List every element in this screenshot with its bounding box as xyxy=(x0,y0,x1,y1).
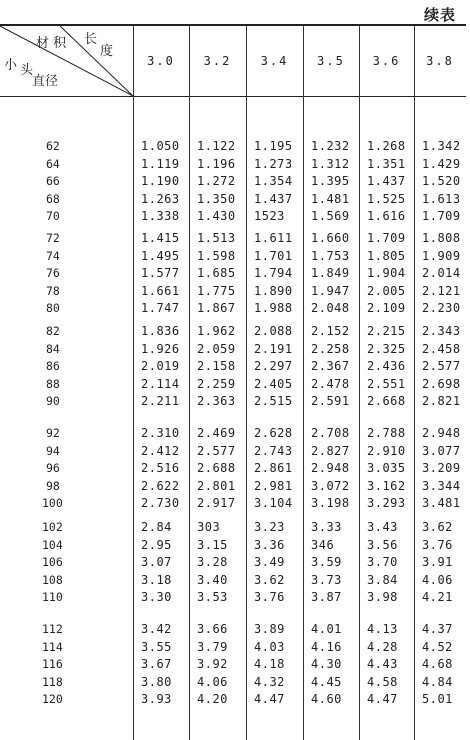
row-diameter: 70 xyxy=(46,209,60,224)
table-cell: 1.805 xyxy=(367,248,406,263)
row-diameter: 98 xyxy=(46,478,60,493)
table-cell: 2.577 xyxy=(197,443,236,458)
table-cell: 2.628 xyxy=(254,426,293,440)
data-table xyxy=(0,24,466,740)
table-cell: 2.048 xyxy=(311,301,350,316)
table-cell: 3.67 xyxy=(141,657,172,672)
table-cell: 1.437 xyxy=(367,174,406,189)
table-cell: 1.232 xyxy=(311,139,350,153)
table-cell: 2.297 xyxy=(254,359,293,374)
table-cell: 2.014 xyxy=(422,266,461,281)
table-cell: 3.92 xyxy=(197,657,228,672)
table-cell: 1.513 xyxy=(197,231,236,245)
table-cell: 1.890 xyxy=(254,283,293,298)
table-cell: 1.962 xyxy=(197,324,236,338)
table-cell: 3.077 xyxy=(422,443,461,458)
table-cell: 1.598 xyxy=(197,248,236,263)
column-header: 3.5 xyxy=(317,54,345,68)
row-diameter: 88 xyxy=(46,376,60,391)
table-cell: 346 xyxy=(311,537,335,552)
table-cell: 1.481 xyxy=(311,191,350,206)
table-cell: 3.70 xyxy=(367,555,398,570)
table-cell: 3.43 xyxy=(367,520,398,534)
table-cell: 2.698 xyxy=(422,376,461,391)
table-cell: 2.622 xyxy=(141,478,180,493)
table-cell: 2.668 xyxy=(367,394,406,409)
table-cell: 1.661 xyxy=(141,283,180,298)
table-cell: 4.37 xyxy=(422,622,453,636)
table-cell: 3.072 xyxy=(311,478,350,493)
table-cell: 3.76 xyxy=(422,537,453,552)
table-cell: 3.209 xyxy=(422,461,461,476)
row-diameter: 118 xyxy=(42,674,63,689)
table-cell: 3.293 xyxy=(367,496,406,511)
table-cell: 2.981 xyxy=(254,478,293,493)
table-cell: 4.43 xyxy=(367,657,398,672)
table-cell: 2.591 xyxy=(311,394,350,409)
row-diameter: 90 xyxy=(46,394,60,409)
table-cell: 2.708 xyxy=(311,426,350,440)
row-diameter: 96 xyxy=(46,461,60,476)
table-cell: 3.55 xyxy=(141,639,172,654)
continued-label: 续表 xyxy=(423,6,456,24)
row-diameter: 72 xyxy=(46,231,60,245)
row-diameter: 74 xyxy=(46,248,60,263)
row-diameter: 86 xyxy=(46,359,60,374)
table-cell: 3.40 xyxy=(197,572,228,587)
table-cell: 3.98 xyxy=(367,590,398,605)
table-cell: 2.743 xyxy=(254,443,293,458)
table-cell: 1.273 xyxy=(254,156,293,171)
table-cell: 3.28 xyxy=(197,555,228,570)
table-cell: 1.268 xyxy=(367,139,406,153)
table-cell: 3.481 xyxy=(422,496,461,511)
column-divider xyxy=(303,26,304,740)
row-diameter: 62 xyxy=(46,139,60,153)
table-cell: 3.104 xyxy=(254,496,293,511)
table-cell: 1.312 xyxy=(311,156,350,171)
table-cell: 3.30 xyxy=(141,590,172,605)
table-cell: 1.616 xyxy=(367,209,406,224)
table-cell: 2.191 xyxy=(254,341,293,356)
table-cell: 2.515 xyxy=(254,394,293,409)
table-cell: 1.808 xyxy=(422,231,461,245)
table-cell: 1.909 xyxy=(422,248,461,263)
table-cell: 1.351 xyxy=(367,156,406,171)
row-diameter: 120 xyxy=(42,692,63,707)
length-label-top: 长 xyxy=(84,32,98,47)
column-divider xyxy=(359,26,360,740)
row-diameter: 94 xyxy=(46,443,60,458)
table-cell: 2.005 xyxy=(367,283,406,298)
table-cell: 3.62 xyxy=(254,572,285,587)
table-cell: 4.32 xyxy=(254,674,285,689)
row-diameter: 104 xyxy=(42,537,63,552)
table-cell: 3.93 xyxy=(141,692,172,707)
table-cell: 2.917 xyxy=(197,496,236,511)
table-cell: 2.412 xyxy=(141,443,180,458)
table-cell: 1.195 xyxy=(254,139,293,153)
table-cell: 1.415 xyxy=(141,231,180,245)
table-cell: 2.84 xyxy=(141,520,172,534)
table-cell: 3.49 xyxy=(254,555,285,570)
table-cell: 1.747 xyxy=(141,301,180,316)
table-cell: 303 xyxy=(197,520,221,534)
table-cell: 4.20 xyxy=(197,692,228,707)
table-cell: 2.827 xyxy=(311,443,350,458)
table-cell: 1.569 xyxy=(311,209,350,224)
column-header: 3.0 xyxy=(147,54,175,68)
table-cell: 3.80 xyxy=(141,674,172,689)
table-cell: 1.050 xyxy=(141,139,180,153)
table-cell: 2.152 xyxy=(311,324,350,338)
table-cell: 2.088 xyxy=(254,324,293,338)
table-cell: 3.07 xyxy=(141,555,172,570)
row-diameter: 92 xyxy=(46,426,60,440)
table-cell: 2.516 xyxy=(141,461,180,476)
table-cell: 4.47 xyxy=(367,692,398,707)
table-cell: 4.21 xyxy=(422,590,453,605)
table-cell: 1.190 xyxy=(141,174,180,189)
table-cell: 2.948 xyxy=(422,426,461,440)
table-cell: 1.660 xyxy=(311,231,350,245)
table-cell: 3.89 xyxy=(254,622,285,636)
length-label: 度 xyxy=(100,44,114,59)
table-cell: 4.03 xyxy=(254,639,285,654)
table-cell: 4.18 xyxy=(254,657,285,672)
row-diameter: 102 xyxy=(42,520,63,534)
row-diameter: 100 xyxy=(42,496,63,511)
table-cell: 1.350 xyxy=(197,191,236,206)
table-cell: 1.709 xyxy=(367,231,406,245)
table-cell: 2.343 xyxy=(422,324,461,338)
table-cell: 3.84 xyxy=(367,572,398,587)
table-cell: 2.821 xyxy=(422,394,461,409)
table-cell: 1.495 xyxy=(141,248,180,263)
table-cell: 2.577 xyxy=(422,359,461,374)
table-cell: 3.87 xyxy=(311,590,342,605)
table-cell: 4.13 xyxy=(367,622,398,636)
table-cell: 2.367 xyxy=(311,359,350,374)
table-cell: 2.211 xyxy=(141,394,180,409)
table-cell: 3.18 xyxy=(141,572,172,587)
row-diameter: 112 xyxy=(42,622,63,636)
row-diameter: 84 xyxy=(46,341,60,356)
table-cell: 1523 xyxy=(254,209,285,224)
table-cell: 1.122 xyxy=(197,139,236,153)
row-diameter: 116 xyxy=(42,657,63,672)
table-cell: 1.196 xyxy=(197,156,236,171)
column-divider xyxy=(189,26,190,740)
table-cell: 2.551 xyxy=(367,376,406,391)
table-cell: 3.162 xyxy=(367,478,406,493)
table-cell: 2.310 xyxy=(141,426,180,440)
table-cell: 3.91 xyxy=(422,555,453,570)
table-cell: 1.429 xyxy=(422,156,461,171)
table-cell: 3.62 xyxy=(422,520,453,534)
table-cell: 2.215 xyxy=(367,324,406,338)
column-divider xyxy=(133,26,134,740)
table-cell: 4.47 xyxy=(254,692,285,707)
table-cell: 3.23 xyxy=(254,520,285,534)
row-diameter: 108 xyxy=(42,572,63,587)
table-cell: 5.01 xyxy=(422,692,453,707)
table-cell: 1.338 xyxy=(141,209,180,224)
table-cell: 2.910 xyxy=(367,443,406,458)
table-cell: 1.520 xyxy=(422,174,461,189)
column-divider xyxy=(246,26,247,740)
row-diameter: 64 xyxy=(46,156,60,171)
table-cell: 2.458 xyxy=(422,341,461,356)
small-label: 小 xyxy=(4,58,18,73)
table-cell: 1.342 xyxy=(422,139,461,153)
table-cell: 2.948 xyxy=(311,461,350,476)
table-cell: 3.56 xyxy=(367,537,398,552)
table-cell: 2.469 xyxy=(197,426,236,440)
table-cell: 3.344 xyxy=(422,478,461,493)
table-cell: 2.730 xyxy=(141,496,180,511)
table-header xyxy=(0,26,466,97)
row-diameter: 110 xyxy=(42,590,63,605)
table-cell: 1.430 xyxy=(197,209,236,224)
table-cell: 4.68 xyxy=(422,657,453,672)
table-cell: 3.53 xyxy=(197,590,228,605)
table-cell: 2.788 xyxy=(367,426,406,440)
table-cell: 3.36 xyxy=(254,537,285,552)
row-diameter: 106 xyxy=(42,555,63,570)
table-cell: 3.73 xyxy=(311,572,342,587)
table-cell: 1.437 xyxy=(254,191,293,206)
table-cell: 2.158 xyxy=(197,359,236,374)
row-diameter: 76 xyxy=(46,266,60,281)
table-cell: 3.15 xyxy=(197,537,228,552)
table-cell: 2.325 xyxy=(367,341,406,356)
table-cell: 1.263 xyxy=(141,191,180,206)
table-cell: 2.258 xyxy=(311,341,350,356)
column-header: 3.2 xyxy=(203,54,232,68)
table-cell: 3.33 xyxy=(311,520,342,534)
table-cell: 3.66 xyxy=(197,622,228,636)
diameter-label: 直径 xyxy=(32,74,59,89)
table-cell: 1.272 xyxy=(197,174,236,189)
table-cell: 4.16 xyxy=(311,639,342,654)
table-cell: 2.436 xyxy=(367,359,406,374)
table-cell: 4.60 xyxy=(311,692,342,707)
row-diameter: 82 xyxy=(46,324,60,338)
column-divider xyxy=(414,26,415,740)
table-cell: 3.79 xyxy=(197,639,228,654)
table-cell: 1.613 xyxy=(422,191,461,206)
table-cell: 4.45 xyxy=(311,674,342,689)
table-cell: 2.95 xyxy=(141,537,172,552)
table-cell: 4.58 xyxy=(367,674,398,689)
table-cell: 1.904 xyxy=(367,266,406,281)
table-cell: 2.363 xyxy=(197,394,236,409)
table-cell: 1.867 xyxy=(197,301,236,316)
table-cell: 3.59 xyxy=(311,555,342,570)
row-diameter: 66 xyxy=(46,174,60,189)
table-cell: 2.688 xyxy=(197,461,236,476)
table-cell: 1.947 xyxy=(311,283,350,298)
table-cell: 1.926 xyxy=(141,341,180,356)
table-cell: 4.84 xyxy=(422,674,453,689)
table-cell: 1.119 xyxy=(141,156,180,171)
volume-label: 材 积 xyxy=(36,36,67,51)
table-cell: 4.28 xyxy=(367,639,398,654)
table-cell: 2.121 xyxy=(422,283,461,298)
diagonal-header-cell xyxy=(0,26,133,96)
table-cell: 2.230 xyxy=(422,301,461,316)
table-cell: 4.52 xyxy=(422,639,453,654)
table-cell: 2.019 xyxy=(141,359,180,374)
table-cell: 2.478 xyxy=(311,376,350,391)
table-cell: 3.035 xyxy=(367,461,406,476)
table-cell: 1.525 xyxy=(367,191,406,206)
table-cell: 1.988 xyxy=(254,301,293,316)
table-cell: 2.114 xyxy=(141,376,180,391)
table-cell: 3.76 xyxy=(254,590,285,605)
table-cell: 4.06 xyxy=(422,572,453,587)
table-cell: 1.701 xyxy=(254,248,293,263)
table-cell: 2.259 xyxy=(197,376,236,391)
column-header: 3.4 xyxy=(260,54,289,68)
table-cell: 1.611 xyxy=(254,231,293,245)
head-label: 头 xyxy=(20,63,34,78)
table-cell: 1.836 xyxy=(141,324,180,338)
table-cell: 2.059 xyxy=(197,341,236,356)
column-header: 3.8 xyxy=(426,54,454,68)
row-diameter: 68 xyxy=(46,191,60,206)
table-cell: 4.30 xyxy=(311,657,342,672)
table-cell: 1.794 xyxy=(254,266,293,281)
table-cell: 1.354 xyxy=(254,174,293,189)
column-header: 3.6 xyxy=(372,54,401,68)
table-cell: 1.849 xyxy=(311,266,350,281)
table-cell: 1.753 xyxy=(311,248,350,263)
table-cell: 1.709 xyxy=(422,209,461,224)
table-cell: 1.395 xyxy=(311,174,350,189)
table-cell: 2.405 xyxy=(254,376,293,391)
table-cell: 2.861 xyxy=(254,461,293,476)
table-cell: 1.577 xyxy=(141,266,180,281)
table-cell: 1.775 xyxy=(197,283,236,298)
table-cell: 3.42 xyxy=(141,622,172,636)
table-cell: 1.685 xyxy=(197,266,236,281)
table-cell: 3.198 xyxy=(311,496,350,511)
row-diameter: 80 xyxy=(46,301,60,316)
row-diameter: 114 xyxy=(42,639,63,654)
table-cell: 4.06 xyxy=(197,674,228,689)
table-cell: 4.01 xyxy=(311,622,342,636)
table-cell: 2.109 xyxy=(367,301,406,316)
row-diameter: 78 xyxy=(46,283,60,298)
table-cell: 2.801 xyxy=(197,478,236,493)
